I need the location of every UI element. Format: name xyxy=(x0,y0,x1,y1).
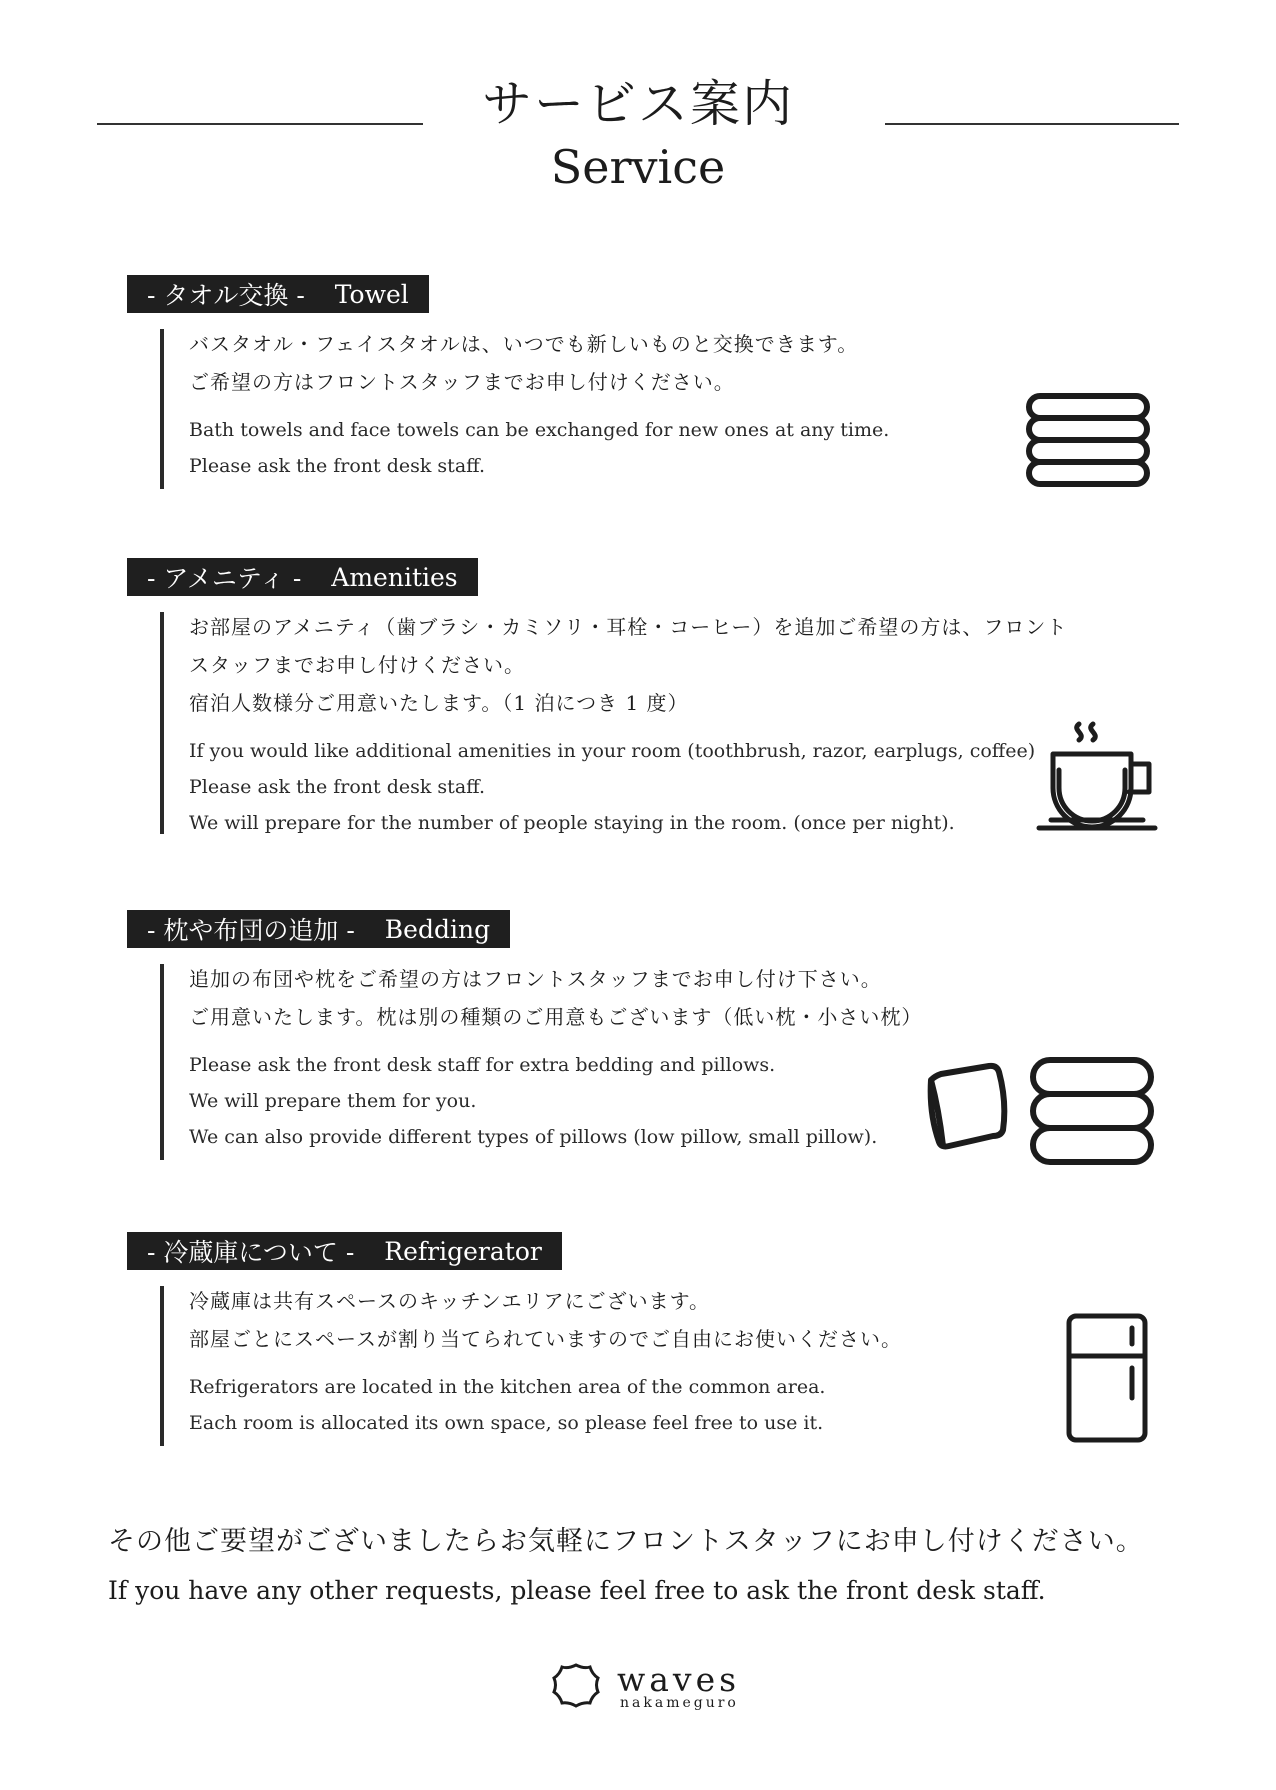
pillow-futon-icon xyxy=(925,1050,1165,1180)
section-text-ja: 部屋ごとにスペースが割り当てられていますのでご自由にお使いください。 xyxy=(189,1327,902,1351)
section-label xyxy=(127,275,429,313)
coffee-cup-icon xyxy=(1035,718,1160,843)
logo-text xyxy=(617,1660,741,1711)
section-body xyxy=(189,608,1067,841)
section-label-ja: - タオル交換 - xyxy=(147,281,305,310)
section-text-en: Each room is allocated its own space, so please feel free to use it. xyxy=(189,1412,824,1434)
section-body xyxy=(189,1282,902,1441)
closing-text-ja: その他ご要望がございましたらお気軽にフロントスタッフにお申し付けください。 xyxy=(108,1526,1144,1557)
logo-name: waves xyxy=(617,1660,741,1699)
section-label-en: Refrigerator xyxy=(384,1236,542,1266)
section-text-ja: ご希望の方はフロントスタッフまでお申し付けください。 xyxy=(189,370,735,394)
section-label-en: Bedding xyxy=(384,914,491,944)
section-text-en: Bath towels and face towels can be exchanged for new ones at any time. xyxy=(189,419,890,441)
section-text-ja: 追加の布団や枕をご希望の方はフロントスタッフまでお申し付け下さい。 xyxy=(189,967,882,991)
section-label xyxy=(127,910,510,948)
section-label xyxy=(127,558,478,596)
section-text-ja: バスタオル・フェイスタオルは、いつでも新しいものと交換できます。 xyxy=(189,332,859,356)
section-body xyxy=(189,960,922,1155)
logo-subtitle: nakameguro xyxy=(620,1695,739,1711)
section-text-ja: スタッフまでお申し付けください。 xyxy=(189,653,525,677)
section-text-en: We will prepare for the number of people staying in the room. (once per night). xyxy=(189,812,955,834)
section-text-en: Please ask the front desk staff for extra bedding and pillows. xyxy=(189,1054,776,1076)
section-body xyxy=(189,325,889,484)
section-text-en: Refrigerators are located in the kitchen area of the common area. xyxy=(189,1376,826,1398)
section-accent-bar xyxy=(160,329,164,489)
section-accent-bar xyxy=(160,612,164,834)
refrigerator-icon xyxy=(1065,1312,1150,1444)
section-text-ja: 宿泊人数様分ご用意いたします。（1 泊につき 1 度） xyxy=(189,691,689,715)
closing-message xyxy=(108,1519,1144,1605)
section-text-ja: お部屋のアメニティ（歯ブラシ・カミソリ・耳栓・コーヒー）を追加ご希望の方は、フロント xyxy=(189,615,1068,639)
section-label-en: Amenities xyxy=(331,562,458,592)
section-text-ja: ご用意いたします。枕は別の種類のご用意もございます（低い枕・小さい枕） xyxy=(189,1005,923,1029)
page-title-ja: サービス案内 xyxy=(482,75,794,133)
section-text-en: We can also provide different types of pillows (low pillow, small pillow). xyxy=(189,1126,878,1148)
section-text-en: Please ask the front desk staff. xyxy=(189,776,486,798)
waves-logo xyxy=(549,1661,740,1715)
section-text-en: If you would like additional amenities in your room (toothbrush, razor, earplugs, coffee) xyxy=(189,740,1036,762)
logo-mark-icon xyxy=(549,1661,603,1715)
closing-text-en: If you have any other requests, please feel free to ask the front desk staff. xyxy=(108,1576,1046,1605)
section-accent-bar xyxy=(160,1286,164,1446)
folded-towel-icon xyxy=(1025,390,1155,490)
section-label-ja: - 枕や布団の追加 - xyxy=(147,916,355,945)
section-label xyxy=(127,1232,562,1270)
page-title-en: Service xyxy=(550,140,726,194)
section-text-ja: 冷蔵庫は共有スペースのキッチンエリアにございます。 xyxy=(189,1289,710,1313)
section-label-en: Towel xyxy=(334,279,409,309)
section-label-ja: - 冷蔵庫について - xyxy=(147,1238,355,1267)
section-label-ja: - アメニティ - xyxy=(147,564,302,593)
section-text-en: Please ask the front desk staff. xyxy=(189,455,486,477)
section-text-en: We will prepare them for you. xyxy=(189,1090,477,1112)
section-accent-bar xyxy=(160,964,164,1160)
